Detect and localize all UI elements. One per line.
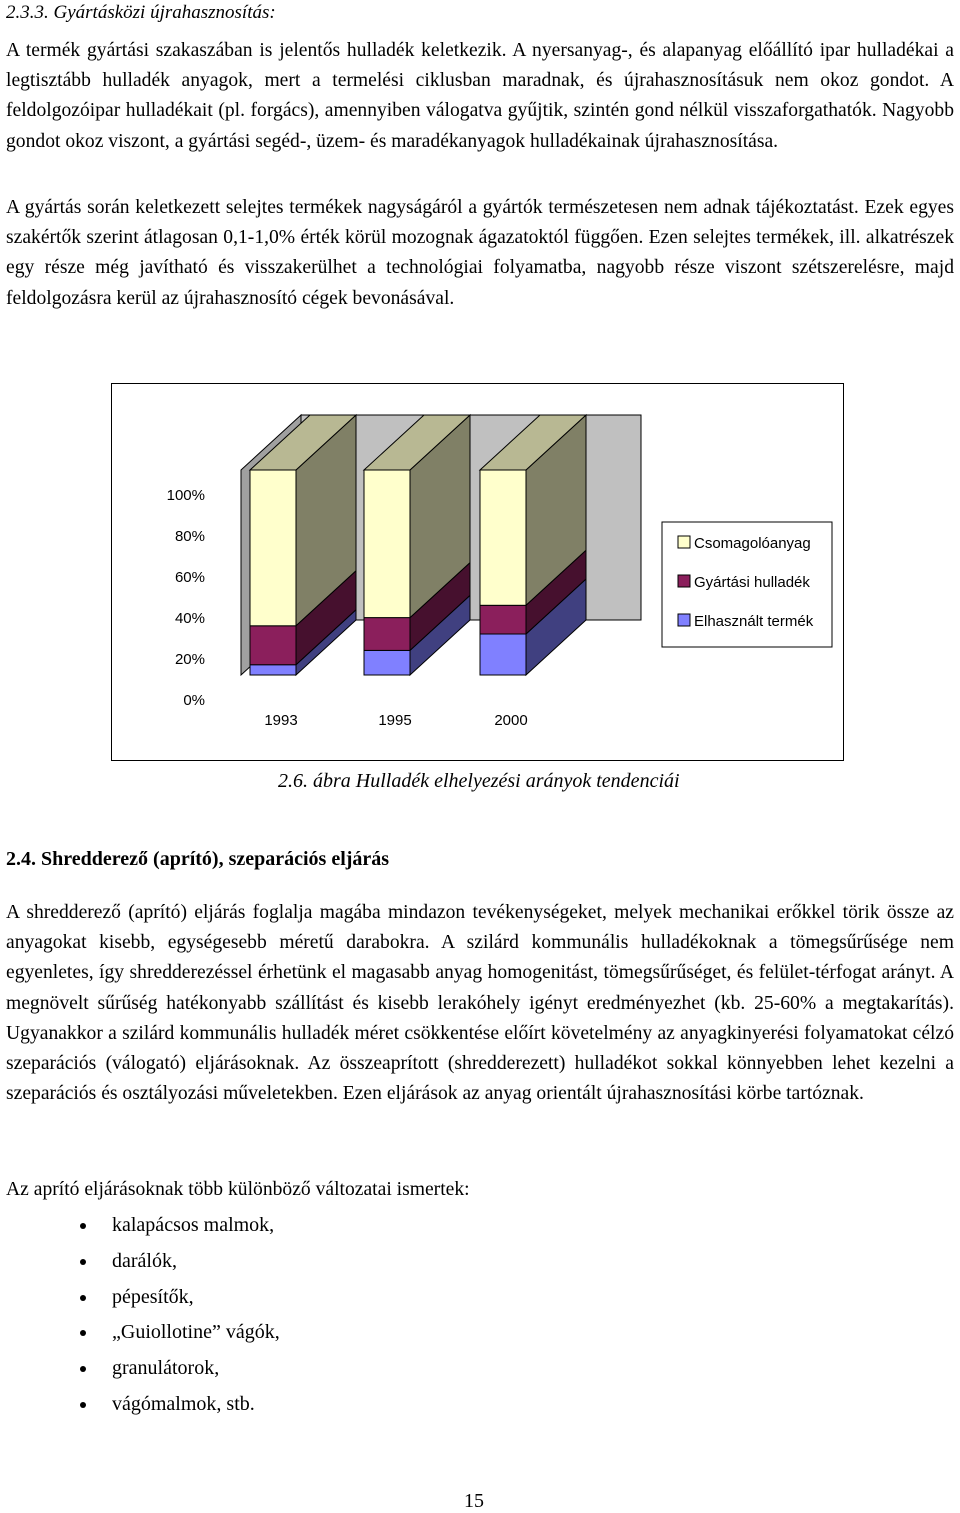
bullet-icon	[80, 1223, 86, 1229]
paragraph-3: A shredderező (aprító) eljárás foglalja magába mindazon tevékenységeket, melyek mechanikai erőkkel törik össze az anyagokat kisebb, egységesebb méretű darabokra. A szilárd kommunális hulladékoknak a tömegsűrűsége nem egyenletes, így shredderezéssel érhetünk el magasabb anyag homogenitást, tömegsűrűséget, és felület-térfogat arányt. A megnövelt sűrűség hatékonyabb szállítást és kisebb lerakóhely igényt eredményezhet (kb. 25-60% a megtakarítás). Ugyanakkor a szilárd kommunális hulladék méret csökkentése előírt követelmény az anyagkinyerési folyamatokat célzó szeparációs (válogató) eljárásoknak. Az összeaprított (shredderezett) hulladékot sokkal könnyebben lehet kezelni a szeparációs és osztályozási műveletekben. Ezen eljárások az anyag orientált újrahasznosítási körbe tartóznak.	[6, 902, 954, 1105]
list-item: vágómalmok, stb.	[0, 1387, 280, 1423]
y-tick-label: 60%	[174, 569, 205, 586]
bullet-list	[0, 1208, 280, 1423]
bar-1993-elhaszn-lt-term-k	[250, 665, 296, 675]
page-number: 15	[464, 1490, 484, 1512]
bar-2000-gy-rt-si-hullad-k	[480, 605, 526, 634]
x-tick-label: 1995	[378, 712, 412, 729]
paragraph-4: Az aprító eljárásoknak több különböző változatai ismertek:	[6, 1179, 470, 1200]
legend-label: Elhasznált termék	[694, 613, 814, 630]
paragraph-2: A gyártás során keletkezett selejtes termékek nagyságáról a gyártók természetesen nem adnak tájékoztatást. Ezek egyes szakértők szerint átlagosan 0,1-1,0% érték körül mozognak ágazatoktól függően. Ezen selejtes termékek, ill. alkatrészek egy része még javítható és visszakerülhet a technológiai folyamatba, nagyobb része viszont szétszerelésre, majd feldolgozásra kerül az újrahasznosító cégek bevonásával.	[6, 197, 954, 309]
list-item: pépesítők,	[0, 1280, 280, 1316]
list-item: darálók,	[0, 1244, 280, 1280]
legend-label: Csomagolóanyag	[694, 535, 811, 552]
legend-swatch	[678, 614, 690, 626]
bar-2000-elhaszn-lt-term-k	[480, 634, 526, 675]
bar-1993-csomagol-anyag	[250, 470, 296, 626]
bullet-icon	[80, 1366, 86, 1372]
bullet-icon	[80, 1402, 86, 1408]
figure-caption: 2.6. ábra Hulladék elhelyezési arányok tendenciái	[278, 770, 680, 792]
bar-1995-gy-rt-si-hullad-k	[364, 618, 410, 651]
section-heading-24: 2.4. Shredderező (aprító), szeparációs eljárás	[6, 848, 390, 870]
bar-2000-csomagol-anyag	[480, 470, 526, 605]
bullet-icon	[80, 1259, 86, 1265]
legend-swatch	[678, 536, 690, 548]
list-item: granulátorok,	[0, 1351, 280, 1387]
bar-1993-gy-rt-si-hullad-k	[250, 626, 296, 665]
list-item: „Guiollotine” vágók,	[0, 1315, 280, 1351]
y-tick-label: 40%	[174, 610, 205, 627]
section-heading-233: 2.3.3. Gyártásközi újrahasznosítás:	[6, 2, 276, 23]
y-tick-label: 20%	[174, 651, 205, 668]
bar-1995-csomagol-anyag	[364, 470, 410, 618]
legend-label: Gyártási hulladék	[694, 574, 810, 591]
bullet-icon	[80, 1330, 86, 1336]
y-tick-label: 80%	[174, 528, 205, 545]
x-tick-label: 2000	[494, 712, 528, 729]
bar-1995-elhaszn-lt-term-k	[364, 650, 410, 675]
paragraph-1: A termék gyártási szakaszában is jelentős hulladék keletkezik. A nyersanyag-, és alapanyag előállító ipar hulladékai a legtisztább hulladék anyagok, mert a termelési ciklusban maradnak, és újrahasznosításuk nem okoz gondot. A feldolgozóipar hulladékait (pl. forgács), amennyiben válogatva gyűjtik, szintén gond nélkül visszaforgathatók. Nagyobb gondot okoz viszont, a gyártási segéd-, üzem- és maradékanyagok hulladékainak újrahasznosítása.	[6, 40, 954, 152]
bullet-icon	[80, 1295, 86, 1301]
y-tick-label: 0%	[183, 692, 205, 709]
list-item: kalapácsos malmok,	[0, 1208, 280, 1244]
x-tick-label: 1993	[264, 712, 298, 729]
y-tick-label: 100%	[166, 487, 205, 504]
legend-swatch	[678, 575, 690, 587]
stacked-bar-chart	[111, 383, 844, 761]
